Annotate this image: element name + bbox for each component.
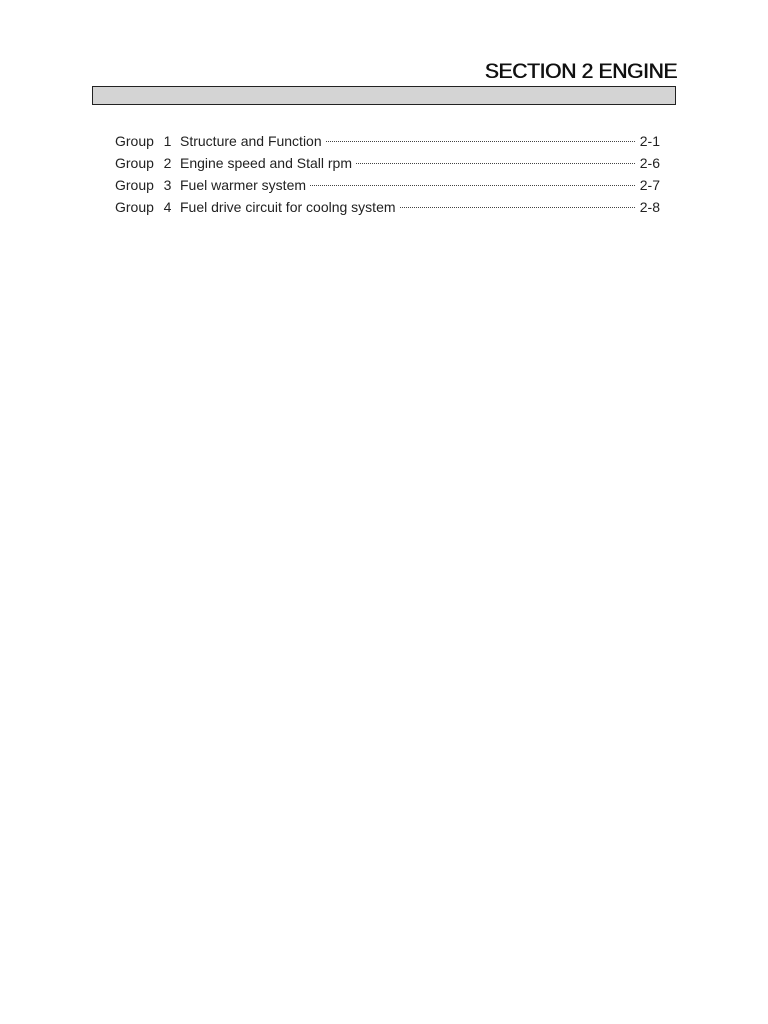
table-of-contents [115, 130, 660, 218]
toc-group-number: 3 [163, 177, 172, 193]
toc-page-number: 2-1 [639, 133, 660, 149]
toc-dot-leader [310, 185, 635, 186]
toc-entry-group-4[interactable] [115, 196, 660, 218]
toc-dot-leader [356, 163, 635, 164]
toc-page-number: 2-8 [639, 199, 660, 215]
toc-group-label: Group [115, 133, 154, 149]
title-bar-divider [92, 86, 676, 105]
toc-entry-group-1[interactable] [115, 130, 660, 152]
toc-group-number: 1 [163, 133, 172, 149]
toc-entry-title: Structure and Function [180, 133, 322, 149]
toc-group-number: 4 [163, 199, 172, 215]
toc-page-number: 2-6 [639, 155, 660, 171]
toc-entry-title: Fuel drive circuit for coolng system [180, 199, 396, 215]
toc-dot-leader [400, 207, 635, 208]
toc-page-number: 2-7 [639, 177, 660, 193]
toc-entry-group-2[interactable] [115, 152, 660, 174]
toc-group-label: Group [115, 155, 154, 171]
toc-entry-title: Fuel warmer system [180, 177, 307, 193]
toc-group-number: 2 [163, 155, 172, 171]
toc-dot-leader [326, 141, 635, 142]
page-title: SECTION 2 ENGINE [484, 60, 677, 83]
toc-entry-group-3[interactable] [115, 174, 660, 196]
toc-group-label: Group [115, 177, 154, 193]
toc-group-label: Group [115, 199, 154, 215]
toc-entry-title: Engine speed and Stall rpm [180, 155, 352, 171]
